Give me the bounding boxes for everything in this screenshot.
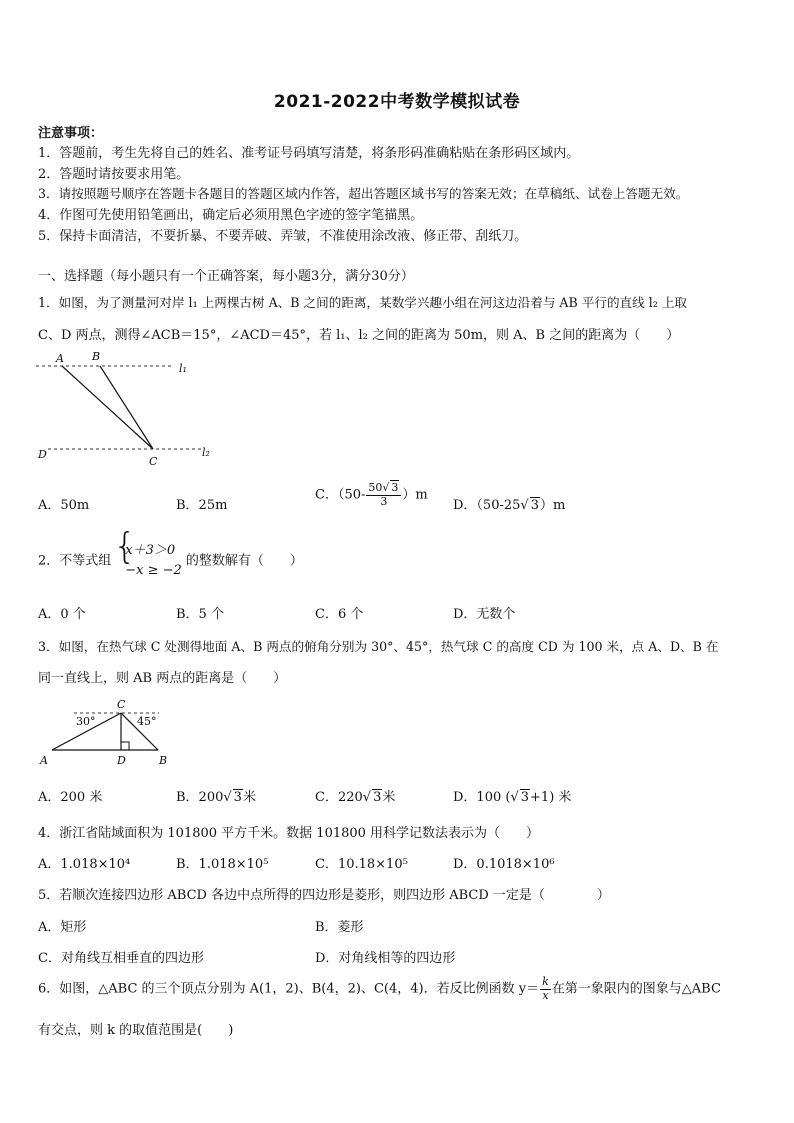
page-title: 2021-2022中考数学模拟试卷 (273, 92, 521, 112)
q2-option-c[interactable]: C．6 个 (315, 607, 364, 622)
q3-fig-angle-45: 45° (137, 715, 157, 728)
q3-fig-angle-30: 30° (76, 715, 96, 728)
q5-option-a[interactable]: A．矩形 (38, 920, 87, 935)
q4-option-d[interactable]: D．0.1018×10⁶ (453, 857, 555, 872)
q3-option-d[interactable]: D．100 (√ 3+1) 米 (453, 790, 572, 805)
q1-text-line1: 1．如图，为了测量河对岸 l₁ 上两棵古树 A、B 之间的距离，某数学兴趣小组在河这边沿着与 AB 平行的直线 l₂ 上取 (38, 295, 688, 310)
notice-item-2: 2．答题时请按要求用笔。 (38, 167, 190, 182)
q1-option-d[interactable]: D．（50-25√ 3）m (453, 498, 566, 513)
notice-heading: 注意事项： (38, 126, 104, 141)
q4-option-c[interactable]: C．10.18×10⁵ (315, 857, 408, 872)
q2-inequality-system: { x＋3＞0 −x ≥ −2 (115, 541, 182, 581)
q5-text: 5．若顺次连接四边形 ABCD 各边中点所得的四边形是菱形，则四边形 ABCD 一定是（ ） (38, 888, 610, 903)
q3-option-b[interactable]: B．200√ 3米 (176, 790, 256, 805)
q6-text-line2: 有交点，则 k 的取值范围是( ) (38, 1023, 234, 1038)
q1-fig-label-a: A (56, 352, 64, 365)
q1-fig-label-l2: l₂ (202, 446, 210, 459)
section-heading: 一、选择题（每小题只有一个正确答案，每小题3分，满分30分） (38, 269, 414, 284)
q2-option-d[interactable]: D．无数个 (453, 607, 516, 622)
q3-option-c[interactable]: C．220√ 3米 (315, 790, 396, 805)
q3-fig-label-c: C (117, 698, 126, 711)
q5-option-b[interactable]: B．菱形 (315, 920, 364, 935)
q1-option-c[interactable]: C．（50- $\frac{50√ 3}{3}$ ）m (315, 481, 428, 508)
q3-text-line1: 3．如图，在热气球 C 处测得地面 A、B 两点的俯角分别为 30°、45°，热气球 C 的高度 CD 为 100 米，点 A、D、B 在 (38, 639, 719, 654)
q2-option-a[interactable]: A．0 个 (38, 607, 86, 622)
q1-fig-label-l1: l₁ (179, 362, 187, 375)
q1-fig-label-d: D (38, 448, 47, 461)
q1-option-b[interactable]: B．25m (176, 498, 228, 513)
q5-option-c[interactable]: C．对角线互相垂直的四边形 (38, 951, 204, 966)
q1-fig-label-b: B (92, 350, 101, 363)
q1-option-c-fraction: $\frac{50√ 3}{3}$ (366, 482, 401, 508)
notice-item-1: 1．答题前，考生先将自己的姓名、准考证号码填写清楚，将条形码准确粘贴在条形码区域内。 (38, 146, 580, 161)
q3-text-line2: 同一直线上，则 AB 两点的距离是（ ） (38, 671, 287, 686)
q3-fig-label-a: A (40, 754, 48, 767)
notice-item-5: 5．保持卡面清洁，不要折暴、不要弄破、弄皱，不准使用涂改液、修正带、刮纸刀。 (38, 229, 528, 244)
notice-item-4: 4．作图可先使用铅笔画出，确定后必须用黑色字迹的签字笔描黑。 (38, 208, 424, 223)
q2-text: 2．不等式组 { x＋3＞0 −x ≥ −2 的整数解有（ ） (38, 541, 303, 581)
q1-option-a[interactable]: A．50m (38, 498, 90, 513)
notice-item-3: 3．请按照题号顺序在答题卡各题目的答题区域内作答，超出答题区域书写的答案无效；在草稿纸、试卷上答题无效。 (38, 186, 689, 201)
q6-fraction: $\frac{k}{x}$ (542, 975, 549, 1002)
q3-fig-label-b: B (159, 754, 168, 767)
q3-option-a[interactable]: A．200 米 (38, 790, 103, 805)
q4-text: 4．浙江省陆域面积为 101800 平方千米。数据 101800 用科学记数法表示为（ ） (38, 826, 540, 841)
q4-option-b[interactable]: B．1.018×10⁵ (176, 857, 269, 872)
q2-option-b[interactable]: B．5 个 (176, 607, 224, 622)
q3-fig-label-d: D (117, 754, 126, 767)
q1-fig-label-c: C (149, 455, 158, 468)
q1-text-line2: C、D 两点，测得∠ACB＝15°，∠ACD＝45°，若 l₁、l₂ 之间的距离为 50m，则 A、B 之间的距离为（ ） (38, 328, 680, 343)
q5-option-d[interactable]: D．对角线相等的四边形 (315, 951, 456, 966)
q6-text-line1: 6．如图，△ABC 的三个顶点分别为 A(1，2)、B(4，2)、C(4，4)．若反比例函数 y＝ $\frac{k}{x}$ 在第一象限内的图象与△ABC (38, 975, 721, 1002)
q3-figure (34, 694, 179, 770)
q4-option-a[interactable]: A．1.018×10⁴ (38, 857, 131, 872)
q1-figure (34, 348, 219, 470)
